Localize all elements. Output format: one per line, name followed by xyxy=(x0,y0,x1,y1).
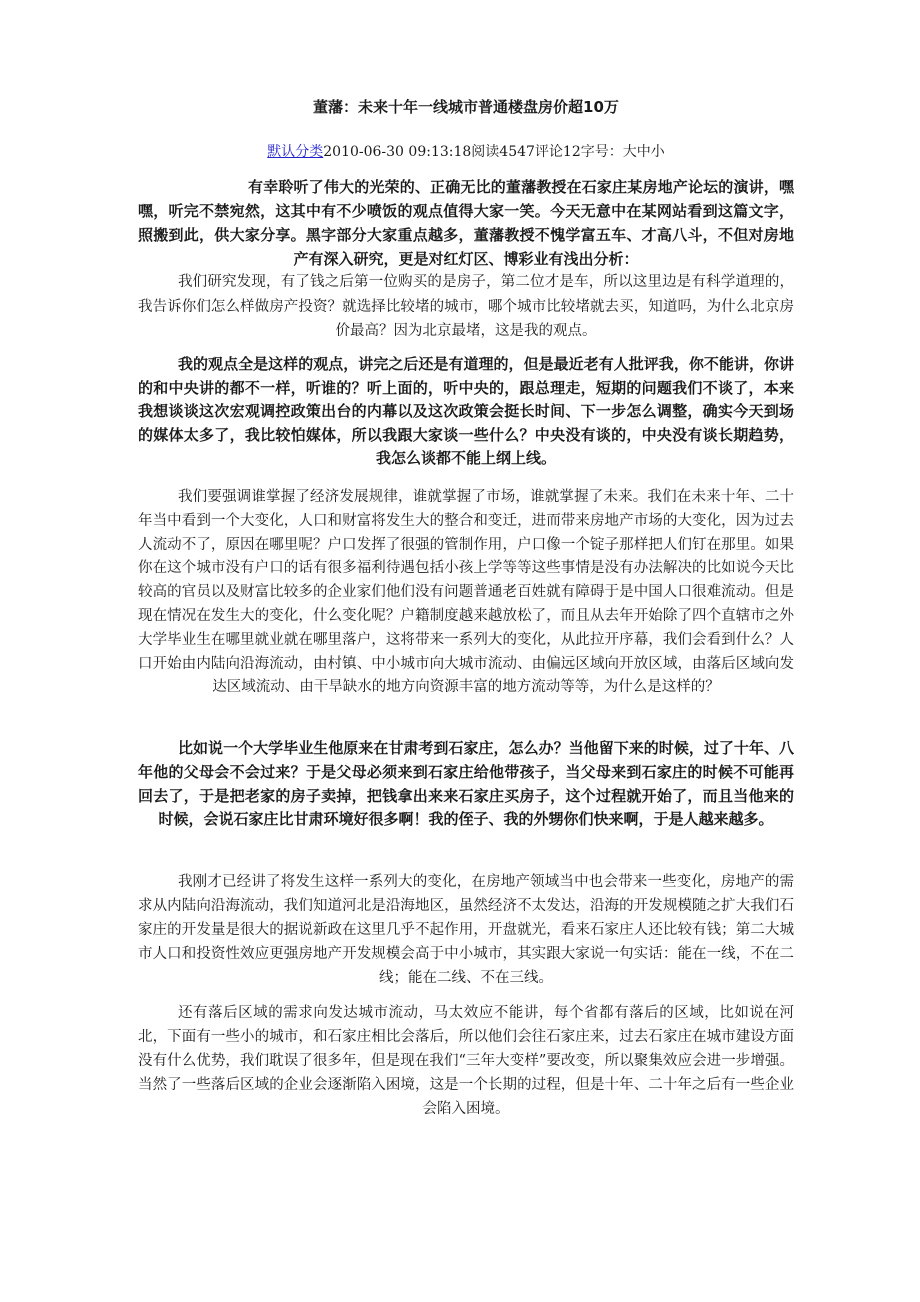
category-link[interactable]: 默认分类 xyxy=(267,144,324,160)
body-paragraph: 我的观点全是这样的观点，讲完之后还是有道理的，但是最近老有人批评我，你不能讲，你讲的和中央讲的都不一样，听谁的？听上面的，听中央的，跟总理走，短期的问题我们不谈了，本来我想谈谈这次宏观调控政策出台的内幕以及这次政策会挺长时间、下一步怎么调整，确实今天到场的媒体太多了，我比较怕媒体，所以我跟大家谈一些什么？中央没有谈的，中央没有谈长期趋势，我怎么谈都不能上纲上线。 xyxy=(138,355,794,467)
article-meta xyxy=(138,140,794,164)
body-paragraph: 我们研究发现，有了钱之后第一位购买的是房子，第二位才是车，所以这里边是有科学道理的，我告诉你们怎么样做房产投资？就选择比较堵的城市，哪个城市比较堵就去买，知道吗，为什么北京房价最高？因为北京最堵，这是我的观点。 xyxy=(138,274,794,339)
body-paragraph: 还有落后区域的需求向发达城市流动，马太效应不能讲，每个省都有落后的区域，比如说在河北，下面有一些小的城市，和石家庄相比会落后，所以他们会往石家庄来，过去石家庄在城市建设方面没有什么优势，我们耽误了很多年，但是现在我们“三年大变样”要改变，所以聚集效应会进一步增强。当然了一些落后区域的企业会逐渐陷入困境，这是一个长期的过程，但是十年、二十年之后有一些企业会陷入困境。 xyxy=(138,1005,794,1117)
article-title: 董藩：未来十年一线城市普通楼盘房价超10万 xyxy=(313,98,619,116)
body-paragraph: 比如说一个大学毕业生他原来在甘肃考到石家庄，怎么办？当他留下来的时候，过了十年、八年他的父母会不会过来？于是父母必须来到石家庄给他带孩子，当父母来到石家庄的时候不可能再回去了，于是把老家的房子卖掉，把钱拿出来来石家庄买房子，这个过程就开始了，而且当他来的时候，会说石家庄比甘肃环境好很多啊！我的侄子、我的外甥你们快来啊，于是人越来越多。 xyxy=(138,739,794,829)
body-paragraph: 我们要强调谁掌握了经济发展规律，谁就掌握了市场，谁就掌握了未来。我们在未来十年、二十年当中看到一个大变化，人口和财富将发生大的整合和变迁，进而带来房地产市场的大变化，因为过去人流动不了，原因在哪里呢？户口发挥了很强的管制作用，户口像一个锭子那样把人们钉在那里。如果你在这个城市没有户口的话有很多福利待遇包括小孩上学等等这些事情是没有办法解决的比如说今天比较高的官员以及财富比较多的企业家们他们没有问题普通老百姓就有障碍于是中国人口很难流动。但是现在情况在发生大的变化，什么变化呢？户籍制度越来越放松了，而且从去年开始除了四个直辖市之外 大学毕业生在哪里就业就在哪里落户，这将带来一系列大的变化，从此拉开序幕，我们会看到什么？人口开始由内陆向沿海流动，由村镇、中小城市向大城市流动、由偏远区域向开放区域，由落后区域向发达区域流动、由干旱缺水的地方向资源丰富的地方流动等等，为什么是这样的？ xyxy=(138,489,794,696)
meta-info: 2010-06-30 09:13:18阅读4547评论12字号：大中小 xyxy=(323,144,665,160)
intro-paragraph: 有幸聆听了伟大的光荣的、正确无比的董藩教授在石家庄某房地产论坛的演讲，嘿嘿，听完不禁宛然，这其中有不少喷饭的观点值得大家一笑。今天无意中在某网站看到这篇文字，照搬到此，供大家分享。黑字部分大家重点越多，董藩教授不愧学富五车、才高八斗，不但对房地产有深入研究，更是对红灯区、博彩业有浅出分析： xyxy=(138,178,794,268)
body-paragraph: 我刚才已经讲了将发生这样一系列大的变化，在房地产领域当中也会带来一些变化，房地产的需求从内陆向沿海流动，我们知道河北是沿海地区，虽然经济不太发达，沿海的开发规模随之扩大我们石家庄的开发量是很大的据说新政在这里几乎不起作用，开盘就光，看来石家庄人还比较有钱；第二大城市人口和投资性效应更强房地产开发规模会高于中小城市，其实跟大家说一句实话：能在一线，不在二线；能在二线、不在三线。 xyxy=(138,874,794,986)
